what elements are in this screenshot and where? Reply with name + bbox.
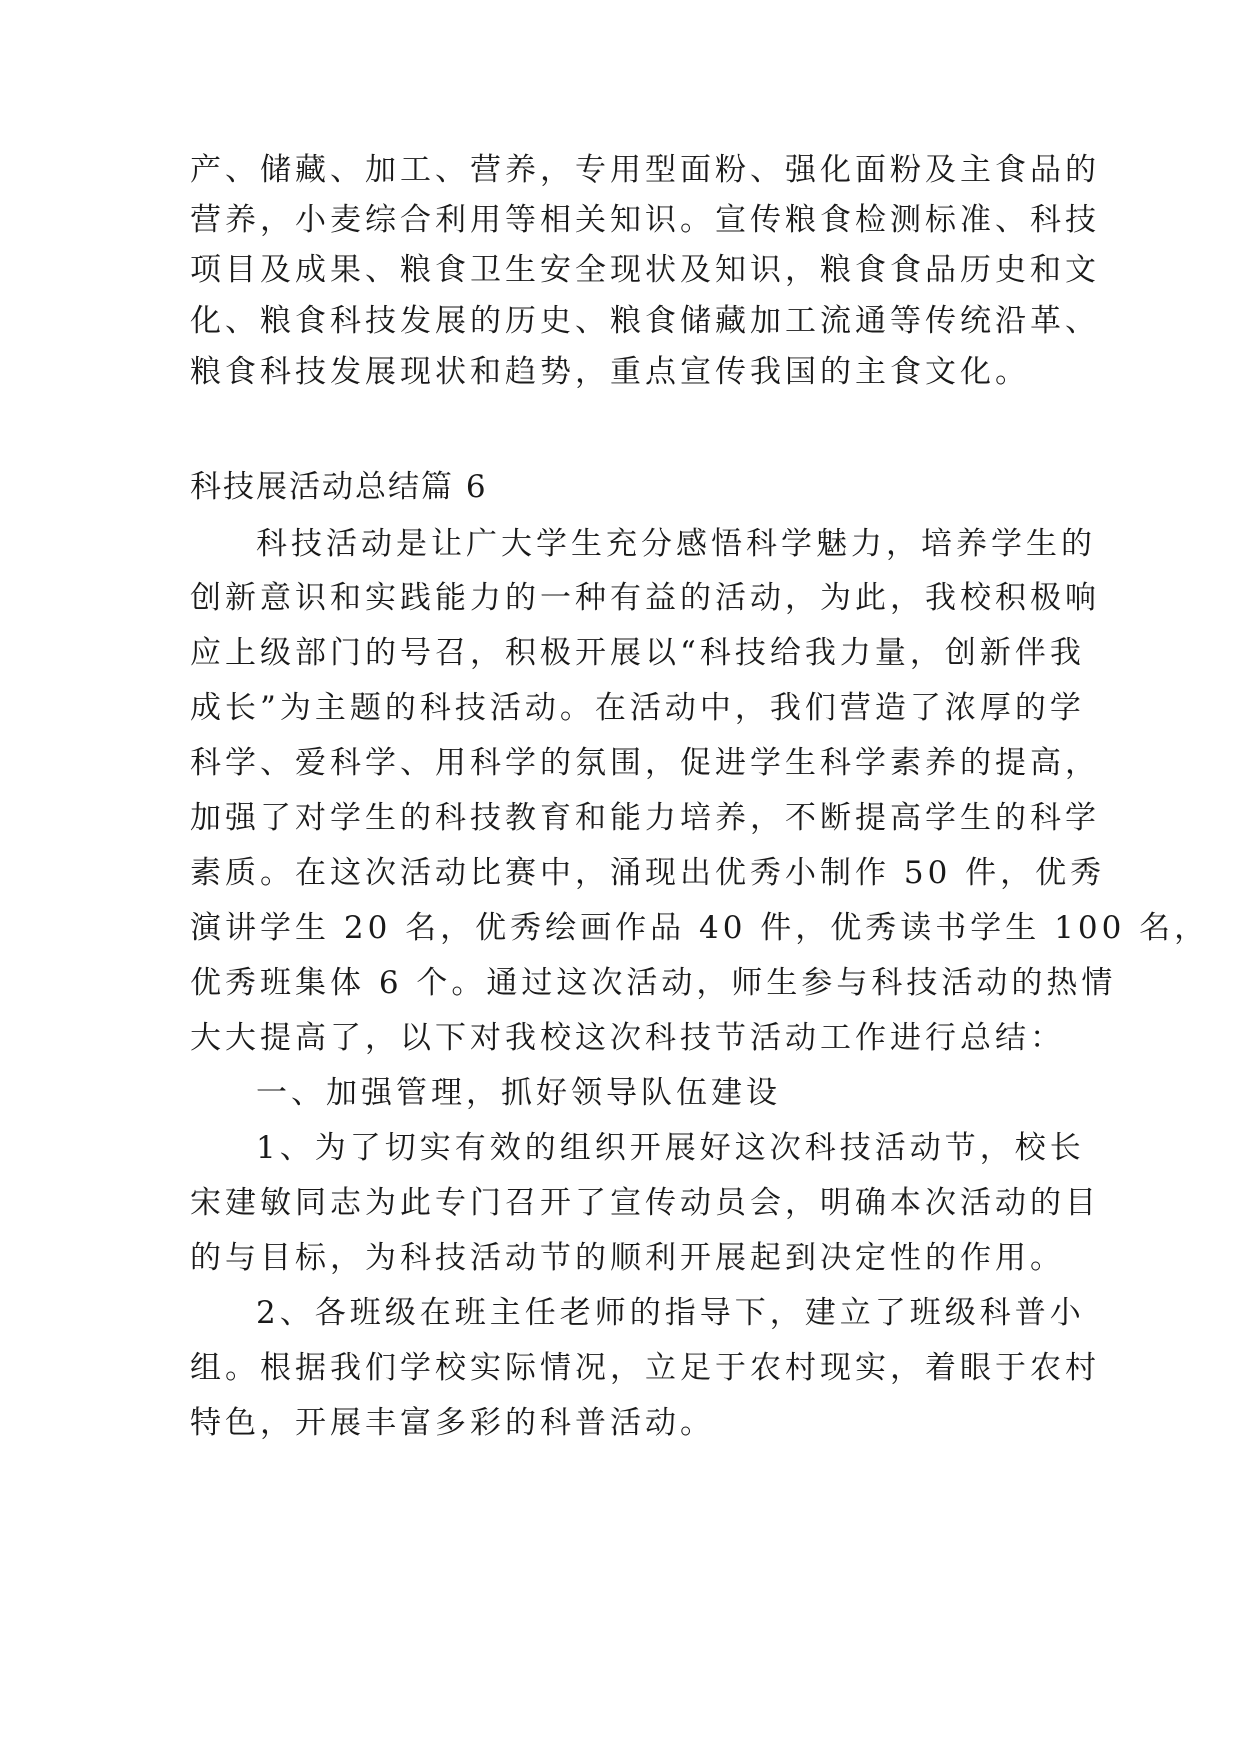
subheading: 一、加强管理，抓好领导队伍建设 — [256, 1075, 781, 1111]
item-line: 宋建敏同志为此专门召开了宣传动员会，明确本次活动的目 — [190, 1185, 1100, 1221]
paragraph-line: 加强了对学生的科技教育和能力培养，不断提高学生的科学 — [190, 800, 1100, 836]
item-line: 2、各班级在班主任老师的指导下，建立了班级科普小 — [256, 1295, 1085, 1331]
paragraph-line: 大大提高了，以下对我校这次科技节活动工作进行总结： — [190, 1020, 1065, 1056]
section-title: 科技展活动总结篇 6 — [190, 469, 488, 505]
paragraph-line: 素质。在这次活动比赛中，涌现出优秀小制作 50 件，优秀 — [190, 855, 1106, 891]
item-line: 组。根据我们学校实际情况，立足于农村现实，着眼于农村 — [190, 1350, 1100, 1386]
intro-line: 营养，小麦综合利用等相关知识。宣传粮食检测标准、科技 — [190, 202, 1100, 238]
paragraph-line: 科技活动是让广大学生充分感悟科学魅力，培养学生的 — [256, 526, 1096, 562]
intro-line: 化、粮食科技发展的历史、粮食储藏加工流通等传统沿革、 — [190, 303, 1100, 339]
paragraph-line: 演讲学生 20 名，优秀绘画作品 40 件，优秀读书学生 100 名， — [190, 910, 1210, 946]
intro-line: 产、储藏、加工、营养，专用型面粉、强化面粉及主食品的 — [190, 152, 1100, 188]
paragraph-line: 创新意识和实践能力的一种有益的活动，为此，我校积极响 — [190, 580, 1100, 616]
item-line: 特色，开展丰富多彩的科普活动。 — [190, 1405, 715, 1441]
item-line: 1、为了切实有效的组织开展好这次科技活动节，校长 — [256, 1130, 1085, 1166]
intro-line: 粮食科技发展现状和趋势，重点宣传我国的主食文化。 — [190, 354, 1030, 390]
paragraph-line: 应上级部门的号召，积极开展以“科技给我力量，创新伴我 — [190, 635, 1085, 671]
item-line: 的与目标，为科技活动节的顺利开展起到决定性的作用。 — [190, 1240, 1065, 1276]
paragraph-line: 成长”为主题的科技活动。在活动中，我们营造了浓厚的学 — [190, 690, 1085, 726]
paragraph-line: 优秀班集体 6 个。通过这次活动，师生参与科技活动的热情 — [190, 965, 1117, 1001]
intro-line: 项目及成果、粮食卫生安全现状及知识，粮食食品历史和文 — [190, 252, 1100, 288]
paragraph-line: 科学、爱科学、用科学的氛围，促进学生科学素养的提高， — [190, 745, 1100, 781]
